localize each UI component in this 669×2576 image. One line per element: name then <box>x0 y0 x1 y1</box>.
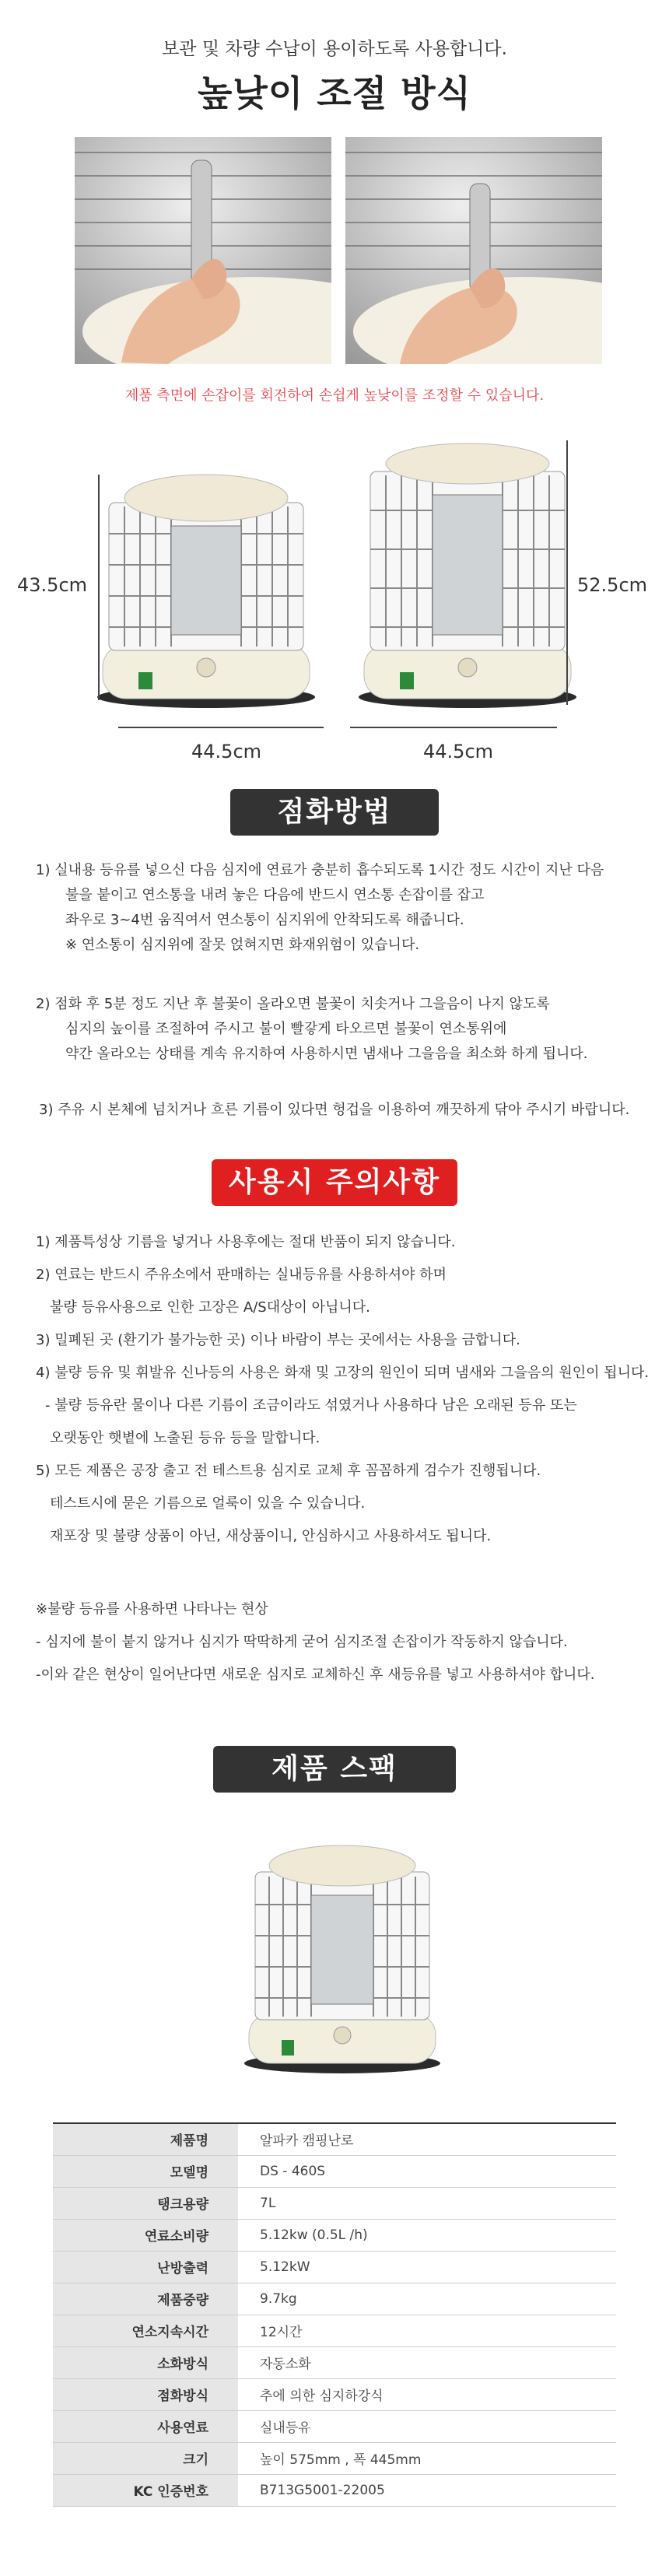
ignition-line: 1) 실내용 등유를 넣으신 다음 심지에 연료가 충분히 흡수되도록 1시간 정도 시간이 지난 다음 <box>36 862 604 878</box>
caution-line: -이와 같은 현상이 일어난다면 새로운 심지로 교체하신 후 새등유를 넣고 사용하셔야 합니다. <box>36 1667 595 1683</box>
table-row <box>53 2283 616 2315</box>
caution-heading: 사용시 주의사항 <box>212 1159 457 1206</box>
caution-line: - 불량 등유란 물이나 다른 기름이 조금이라도 섞였거나 사용하다 남은 오래된 등유 또는 <box>45 1397 577 1414</box>
height-adjust-photo-1 <box>75 137 331 364</box>
spec-label: 제품중량 <box>53 2283 238 2315</box>
heater-small-illustration <box>93 464 319 713</box>
spec-label: 크기 <box>53 2442 238 2474</box>
spec-value: 5.12kw (0.5L /h) <box>238 2219 616 2251</box>
caution-line: 4) 불량 등유 및 휘발유 신나등의 사용은 화재 및 고장의 원인이 되며 냄새와 그을음의 원인이 됩니다. <box>36 1365 650 1381</box>
spec-label: 사용연료 <box>53 2410 238 2442</box>
spec-value: DS - 460S <box>238 2155 616 2187</box>
spec-table <box>53 2122 616 2507</box>
ignition-line: 3) 주유 시 본체에 넘치거나 흐른 기름이 있다면 헝겁을 이용하여 깨끗하게 닦아 주시기 바랍니다. <box>39 1102 630 1118</box>
small-height-line <box>98 475 100 700</box>
spec-value: 9.7kg <box>238 2283 616 2315</box>
large-width-label: 44.5cm <box>423 741 494 762</box>
spec-label: 모델명 <box>53 2155 238 2187</box>
ignition-line: 불을 붙이고 연소통을 내려 놓은 다음에 반드시 연소통 손잡이를 잡고 <box>65 887 485 903</box>
table-row <box>53 2410 616 2442</box>
spec-value: 추에 의한 심지하강식 <box>238 2378 616 2410</box>
spec-label: 연료소비량 <box>53 2219 238 2251</box>
spec-label: 소화방식 <box>53 2346 238 2378</box>
spec-label: 제품명 <box>53 2123 238 2155</box>
ignition-line: 2) 점화 후 5분 정도 지난 후 불꽃이 올라오면 불꽃이 치솟거나 그을음이 나지 않도록 <box>36 996 550 1012</box>
caution-line: 3) 밀폐된 곳 (환기가 불가능한 곳) 이나 바람이 부는 곳에서는 사용을 금합니다. <box>36 1332 520 1348</box>
section-subtitle: 보관 및 차량 수납이 용이하도록 사용합니다. <box>162 39 507 59</box>
table-row <box>53 2251 616 2283</box>
height-adjust-caption: 제품 측면에 손잡이를 회전하여 손쉽게 높낮이를 조정할 수 있습니다. <box>124 387 545 404</box>
spec-value: B713G5001-22005 <box>238 2474 616 2506</box>
table-row <box>53 2155 616 2187</box>
spec-heading: 제품 스팩 <box>213 1746 456 1793</box>
small-height-label: 43.5cm <box>17 574 88 596</box>
spec-value: 알파카 캠핑난로 <box>238 2123 616 2155</box>
small-width-line <box>118 727 324 728</box>
large-height-label: 52.5cm <box>577 574 648 596</box>
section-title: 높낮이 조절 방식 <box>197 72 472 114</box>
caution-line: 테스트시에 묻은 기름으로 얼룩이 있을 수 있습니다. <box>50 1495 366 1512</box>
caution-line: 재포장 및 불량 상품이 아닌, 새상품이니, 안심하시고 사용하셔도 됩니다. <box>50 1528 492 1544</box>
ignition-heading: 점화방법 <box>230 789 439 836</box>
table-row <box>53 2123 616 2155</box>
small-width-label: 44.5cm <box>191 741 262 762</box>
spec-value: 5.12kW <box>238 2251 616 2283</box>
spec-value: 실내등유 <box>238 2410 616 2442</box>
ignition-note: ※ 연소통이 심지위에 잘못 얹혀지면 화재위험이 있습니다. <box>65 937 420 953</box>
table-row <box>53 2442 616 2474</box>
spec-value: 7L <box>238 2187 616 2219</box>
table-row <box>53 2378 616 2410</box>
table-row <box>53 2315 616 2346</box>
caution-line: 오랫동안 햇볕에 노출된 등유 등을 말합니다. <box>50 1430 320 1446</box>
spec-value: 높이 575mm , 폭 445mm <box>238 2442 616 2474</box>
table-row <box>53 2187 616 2219</box>
caution-note-title: ※불량 등유를 사용하면 나타나는 현상 <box>36 1601 268 1617</box>
large-width-line <box>350 727 557 728</box>
ignition-line: 약간 올라오는 상태를 계속 유지하여 사용하시면 냄새나 그을음을 최소화 하게 됩니다. <box>65 1046 588 1062</box>
spec-label: 난방출력 <box>53 2251 238 2283</box>
height-adjust-photo-2 <box>345 137 602 364</box>
table-row <box>53 2219 616 2251</box>
heater-large-illustration <box>355 440 580 713</box>
caution-line: 불량 등유사용으로 인한 고장은 A/S대상이 아닙니다. <box>50 1299 370 1316</box>
table-row <box>53 2346 616 2378</box>
caution-line: 1) 제품특성상 기름을 넣거나 사용후에는 절대 반품이 되지 않습니다. <box>36 1234 456 1250</box>
spec-value: 자동소화 <box>238 2346 616 2378</box>
table-row <box>53 2474 616 2506</box>
spec-label: 점화방식 <box>53 2378 238 2410</box>
caution-line: - 심지에 불이 붙지 않거나 심지가 딱딱하게 굳어 심지조절 손잡이가 작동하지 않습니다. <box>36 1634 568 1650</box>
large-height-line <box>566 440 568 705</box>
ignition-line: 심지의 높이를 조절하여 주시고 불이 빨갛게 타오르면 불꽃이 연소통위에 <box>65 1021 507 1037</box>
spec-label: KC 인증번호 <box>53 2474 238 2506</box>
spec-label: 탱크용량 <box>53 2187 238 2219</box>
caution-line: 2) 연료는 반드시 주유소에서 판매하는 실내등유를 사용하셔야 하며 <box>36 1267 447 1283</box>
spec-value: 12시간 <box>238 2315 616 2346</box>
ignition-line: 좌우로 3~4번 움직여서 연소통이 심지위에 안착되도록 해줍니다. <box>65 912 464 928</box>
spec-product-illustration <box>241 1838 443 2076</box>
spec-label: 연소지속시간 <box>53 2315 238 2346</box>
caution-line: 5) 모든 제품은 공장 출고 전 테스트용 심지로 교체 후 꼼꼼하게 검수가 진행됩니다. <box>36 1463 541 1479</box>
